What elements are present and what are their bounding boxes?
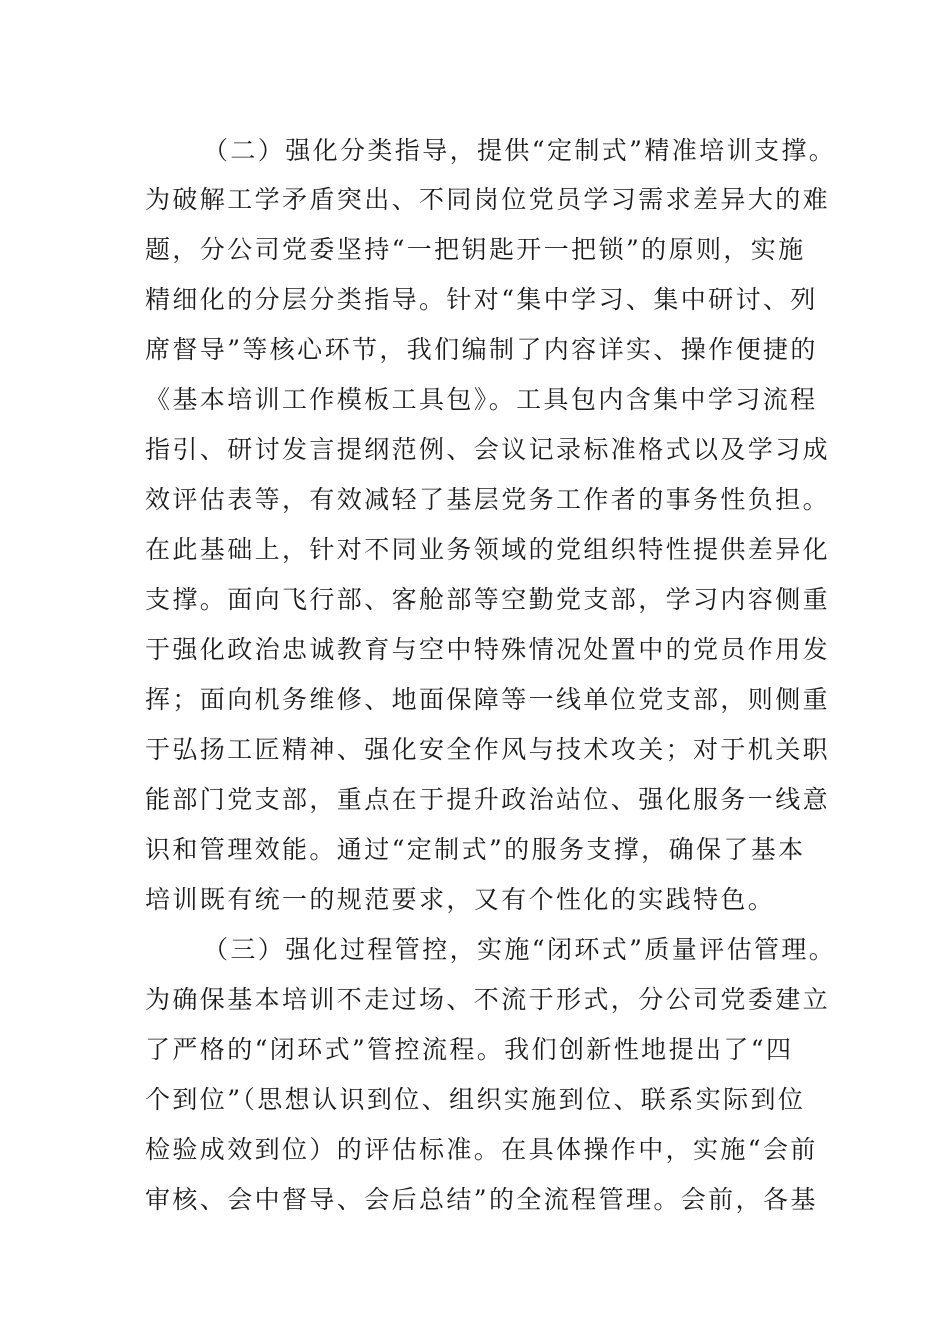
paragraph-line: 个到位”（思想认识到位、组织实施到位、联系实际到位 <box>145 1085 806 1114</box>
paragraph-line: 支撑。面向飞行部、客舱部等空勤党支部，学习内容侧重 <box>145 585 831 614</box>
paragraph-line: 于强化政治忠诚教育与空中特殊情况处置中的党员作用发 <box>145 635 831 664</box>
paragraph-line: 于弘扬工匠精神、强化安全作风与技术攻关；对于机关职 <box>145 735 831 764</box>
paragraph-line: 审核、会中督导、会后总结”的全流程管理。会前，各基 <box>145 1185 818 1214</box>
paragraph-line: 能部门党支部，重点在于提升政治站位、强化服务一线意 <box>145 785 831 814</box>
paragraph-line: 效评估表等，有效减轻了基层党务工作者的事务性负担。 <box>145 485 831 514</box>
paragraph-line: 培训既有统一的规范要求，又有个性化的实践特色。 <box>145 885 776 914</box>
paragraph-line: 《基本培训工作模板工具包》。工具包内含集中学习流程 <box>145 385 818 414</box>
paragraph-line: 指引、研讨发言提纲范例、会议记录标准格式以及学习成 <box>145 435 831 464</box>
paragraph-line: 检验成效到位）的评估标准。在具体操作中，实施“会前 <box>145 1135 818 1164</box>
paragraph-line: 题，分公司党委坚持“一把钥匙开一把锁”的原则，实施 <box>145 235 806 264</box>
paragraph-line: 席督导”等核心环节，我们编制了内容详实、操作便捷的 <box>145 335 818 364</box>
paragraph-line: 了严格的“闭环式”管控流程。我们创新性地提出了“四 <box>145 1035 794 1064</box>
paragraph-line: 精细化的分层分类指导。针对“集中学习、集中研讨、列 <box>145 285 818 314</box>
paragraph-line: 在此基础上，针对不同业务领域的党组织特性提供差异化 <box>145 535 831 564</box>
paragraph-line: 挥；面向机务维修、地面保障等一线单位党支部，则侧重 <box>145 685 831 714</box>
paragraph-line: 为确保基本培训不走过场、不流于形式，分公司党委建立 <box>145 985 831 1014</box>
paragraph-line: 为破解工学矛盾突出、不同岗位党员学习需求差异大的难 <box>145 185 831 214</box>
heading-section-3: （三）强化过程管控，实施“闭环式”质量评估管理。 <box>203 935 837 964</box>
heading-section-2: （二）强化分类指导，提供“定制式”精准培训支撑。 <box>203 136 837 165</box>
paragraph-line: 识和管理效能。通过“定制式”的服务支撑，确保了基本 <box>145 835 806 864</box>
